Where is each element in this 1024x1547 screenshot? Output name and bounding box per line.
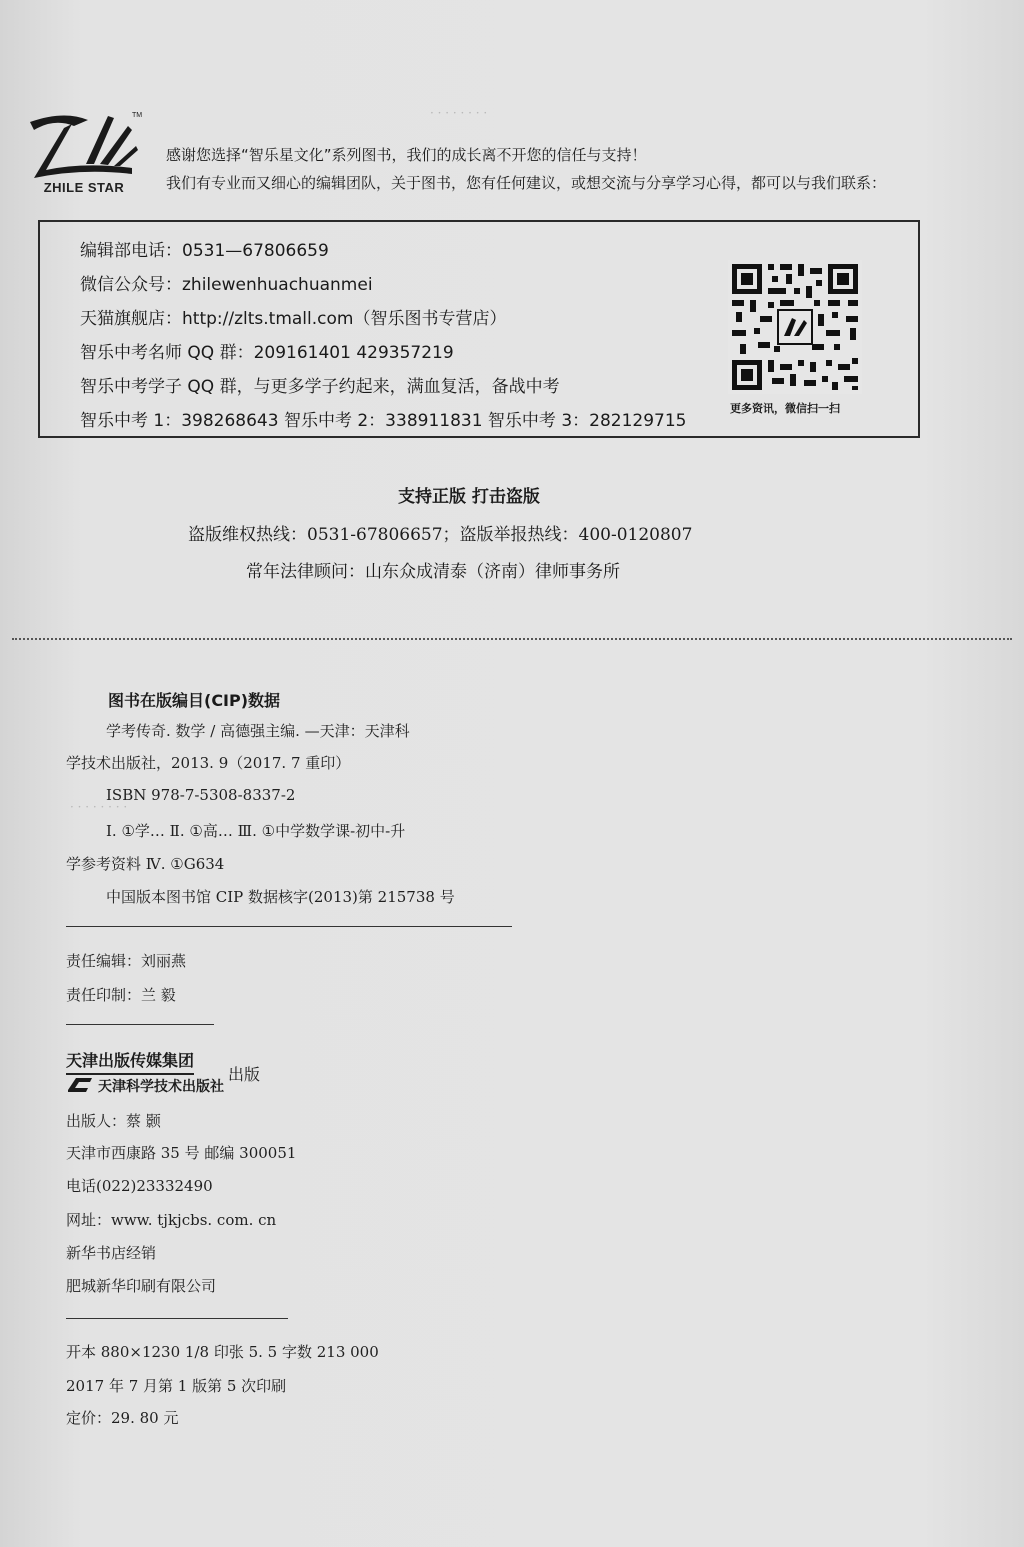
zhile-star-logo <box>24 108 154 200</box>
piracy-hotlines: 盗版维权热线：0531-67806657；盗版举报热线：400-0120807 <box>188 525 693 545</box>
publisher-address: 天津市西康路 35 号 邮编 300051 <box>66 1144 297 1162</box>
cip-line: 中国版本图书馆 CIP 数据核字(2013)第 215738 号 <box>106 888 455 906</box>
bleed-through-text: · · · · · · · · <box>70 800 128 814</box>
format-info: 开本 880×1230 1/8 印张 5. 5 字数 213 000 <box>66 1343 379 1361</box>
contact-box <box>38 220 920 438</box>
publisher-website: 网址：www. tjkjcbs. com. cn <box>66 1211 277 1229</box>
cip-line: Ⅰ. ①学… Ⅱ. ①高… Ⅲ. ①中学数学课-初中-升 <box>106 822 406 840</box>
anti-piracy-slogan: 支持正版 打击盗版 <box>398 487 540 507</box>
cip-rule <box>66 926 512 927</box>
divider-dotted <box>12 638 1012 640</box>
publisher-phone: 电话(022)23332490 <box>66 1177 213 1195</box>
publish-suffix: 出版 <box>228 1065 261 1084</box>
cip-title: 图书在版编目(CIP)数据 <box>108 691 281 710</box>
legal-advisor: 常年法律顾问：山东众成清泰（济南）律师事务所 <box>246 562 620 582</box>
press-logo-icon <box>66 1076 94 1094</box>
printer-company: 肥城新华印刷有限公司 <box>66 1277 217 1295</box>
intro-line-2: 我们有专业而又细心的编辑团队，关于图书，您有任何建议，或想交流与分享学习心得，都可以与我们联系： <box>166 174 887 192</box>
contact-tmall: 天猫旗舰店：http://zlts.tmall.com（智乐图书专营店） <box>80 309 507 329</box>
publisher-person: 出版人：蔡 颢 <box>66 1112 161 1130</box>
contact-teacher-qq: 智乐中考名师 QQ 群：209161401 429357219 <box>80 343 454 363</box>
publisher-group: 天津出版传媒集团 <box>66 1048 194 1075</box>
publisher-rule <box>66 1318 288 1319</box>
contact-student-qq: 智乐中考学子 QQ 群，与更多学子约起来，满血复活，备战中考 <box>80 377 560 397</box>
contact-wechat: 微信公众号：zhilewenhuachuanmei <box>80 275 373 295</box>
bleed-through-text: · · · · · · · · <box>430 106 488 120</box>
publisher-press: 天津科学技术出版社 <box>98 1079 224 1095</box>
trademark-mark: TM <box>132 112 143 119</box>
editor-rule <box>66 1024 214 1025</box>
responsible-editor: 责任编辑：刘丽燕 <box>66 952 187 970</box>
responsible-printer: 责任印制：兰 毅 <box>66 986 176 1004</box>
logo-text: ZHILE STAR <box>43 180 125 195</box>
qr-code-icon <box>728 260 862 394</box>
logo-mark-icon <box>24 108 144 180</box>
cip-isbn: ISBN 978-7-5308-8337-2 <box>106 786 296 804</box>
cip-line: 学技术出版社，2013. 9（2017. 7 重印） <box>66 754 351 772</box>
qr-caption: 更多资讯，微信扫一扫 <box>730 402 840 415</box>
cip-line: 学参考资料 Ⅳ. ①G634 <box>66 855 225 873</box>
price: 定价：29. 80 元 <box>66 1409 179 1427</box>
contact-phone: 编辑部电话：0531—67806659 <box>80 241 329 261</box>
edition-info: 2017 年 7 月第 1 版第 5 次印刷 <box>66 1377 287 1395</box>
cip-line: 学考传奇. 数学 / 高德强主编. —天津：天津科 <box>106 722 410 740</box>
intro-line-1: 感谢您选择“智乐星文化”系列图书，我们的成长离不开您的信任与支持！ <box>166 146 647 164</box>
contact-qq-groups: 智乐中考 1：398268643 智乐中考 2：338911831 智乐中考 3：282129715 <box>80 411 687 431</box>
distributor: 新华书店经销 <box>66 1244 157 1262</box>
